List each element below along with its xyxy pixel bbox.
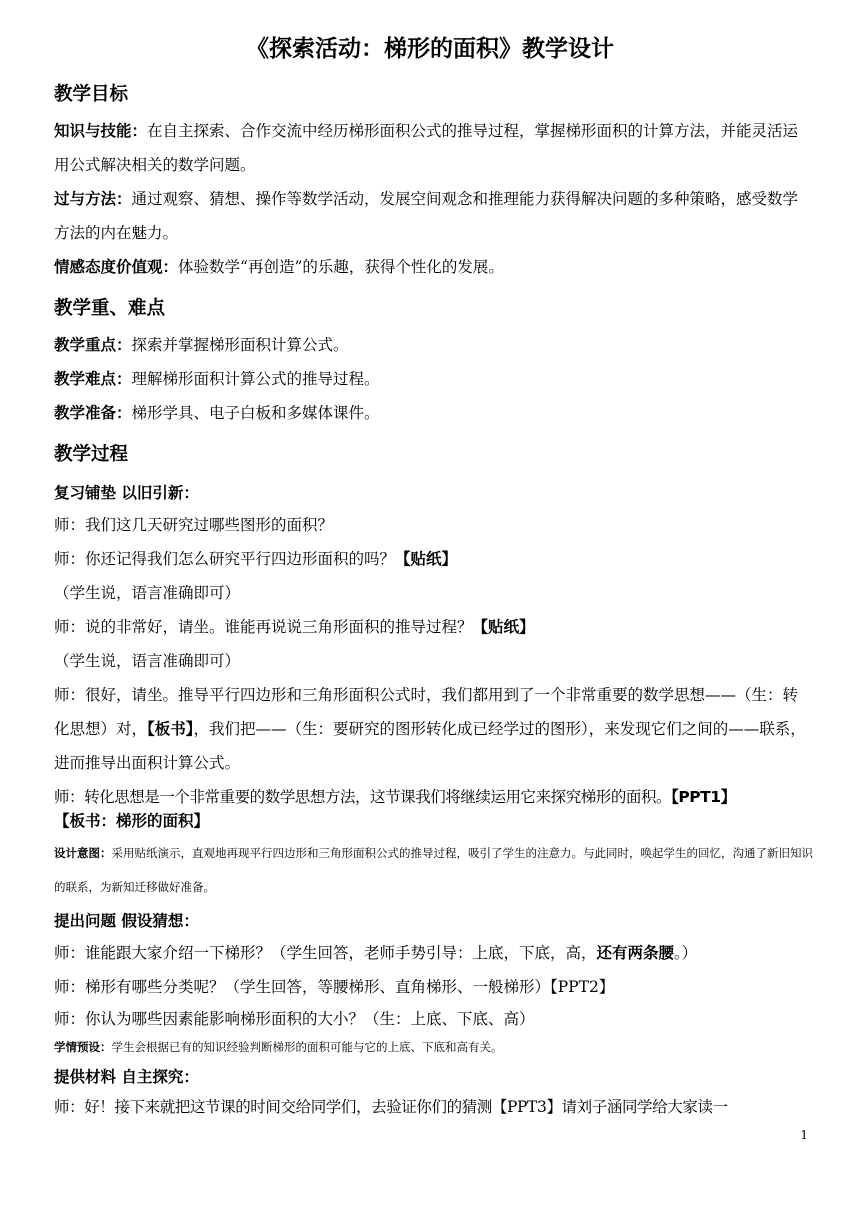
label-difficult: 教学难点： xyxy=(54,370,132,388)
paragraph-emotion xyxy=(54,250,808,284)
question-line-3: 师：你认为哪些因素能影响梯形面积的大小？（生：上底、下底、高） xyxy=(54,1010,535,1028)
text-design-intent: 采用贴纸演示，直观地再现平行四边形和三角形面积公式的推导过程，吸引了学生的注意力。与此同时，唤起学生的回忆，沟通了新旧知识的联系，为新知迁移做好准备。 xyxy=(54,846,813,894)
text-student-preset: 学生会根据已有的知识经验判断梯形的面积可能与它的上底、下底和高有关。 xyxy=(111,1040,503,1054)
subheading-review: 复习铺垫 以旧引新： xyxy=(54,484,199,502)
dialog-line-4-tag: 【贴纸】 xyxy=(472,618,535,636)
question-line-1-text: 师：谁能跟大家介绍一下梯形？（学生回答，老师手势引导：上底，下底，高， xyxy=(54,944,597,962)
dialog-line-6-text-b: ，我们把——（生：要研究的图形转化成已经学过的图形），来发现它们之间的——联系，进而推导出面积计算公式。 xyxy=(54,720,806,772)
dialog-line-6 xyxy=(54,678,808,780)
paragraph-difficult xyxy=(54,362,808,396)
label-key: 教学重点： xyxy=(54,336,132,354)
question-line-1-emph: 还有两条腰 xyxy=(596,944,675,962)
label-process: 过与方法： xyxy=(54,190,132,208)
dialog-line-7-tag: 【PPT1】 xyxy=(671,788,736,806)
final-line: 师：好！接下来就把这节课的时间交给同学们，去验证你们的猜测【PPT3】请刘子涵同学给大家读一 xyxy=(54,1098,728,1116)
paragraph-knowledge xyxy=(54,114,808,182)
dialog-line-2-text: 师：你还记得我们怎么研究平行四边形面积的吗？ xyxy=(54,550,396,568)
heading-objectives: 教学目标 xyxy=(54,84,129,105)
subheading-material: 提供材料 自主探究： xyxy=(54,1068,199,1086)
paragraph-process xyxy=(54,182,808,250)
label-student-preset: 学情预设： xyxy=(54,1040,112,1054)
dialog-line-6-text-a: 师：很好，请坐。推导平行四边形和三角形面积公式时，我们都用到了一个非常重要的数学思想——（生：转化思想）对， xyxy=(54,686,799,738)
dialog-line-1: 师：我们这几天研究过哪些图形的面积？ xyxy=(54,516,334,534)
text-key: 探索并掌握梯形面积计算公式。 xyxy=(131,336,349,354)
dialog-line-2 xyxy=(54,542,808,576)
dialog-line-7-text: 师：转化思想是一个非常重要的数学思想方法，这节课我们将继续运用它来探究梯形的面积。 xyxy=(54,788,672,806)
label-emotion: 情感态度价值观： xyxy=(54,258,179,276)
text-difficult: 理解梯形面积计算公式的推导过程。 xyxy=(131,370,380,388)
question-line-1 xyxy=(54,936,808,970)
question-line-1-end: 。） xyxy=(674,944,698,962)
dialog-line-6-tag: 【板书】 xyxy=(147,720,194,738)
board-note: 【板书：梯形的面积】 xyxy=(54,812,210,830)
text-knowledge: 在自主探索、合作交流中经历梯形面积公式的推导过程，掌握梯形面积的计算方法，并能灵活运用公式解决相关的数学问题。 xyxy=(54,122,799,174)
dialog-line-2-tag: 【贴纸】 xyxy=(395,550,458,568)
subheading-ask: 提出问题 假设猜想： xyxy=(54,912,199,930)
label-knowledge: 知识与技能： xyxy=(54,122,148,140)
text-process: 通过观察、猜想、操作等数学活动，发展空间观念和推理能力获得解决问题的多种策略，感受数学方法的内在魅力。 xyxy=(54,190,799,242)
text-emotion: 体验数学“再创造”的乐趣，获得个性化的发展。 xyxy=(178,258,504,276)
dialog-line-4-text: 师：说的非常好，请坐。谁能再说说三角形面积的推导过程？ xyxy=(54,618,473,636)
heading-key-points: 教学重、难点 xyxy=(54,298,166,319)
label-prep: 教学准备： xyxy=(54,404,132,422)
heading-teaching-process: 教学过程 xyxy=(54,444,129,465)
student-preset xyxy=(54,1030,814,1064)
question-line-2: 师：梯形有哪些分类呢？（学生回答，等腰梯形、直角梯形、一般梯形）【PPT2】 xyxy=(54,978,615,996)
dialog-line-4 xyxy=(54,610,808,644)
page-number: 1 xyxy=(800,1128,808,1142)
paragraph-prep xyxy=(54,396,808,430)
dialog-line-3: （学生说，语言准确即可） xyxy=(54,584,241,602)
design-intent xyxy=(54,836,814,904)
text-prep: 梯形学具、电子白板和多媒体课件。 xyxy=(131,404,380,422)
document-title: 《探索活动：梯形的面积》教学设计 xyxy=(246,36,614,62)
dialog-line-5: （学生说，语言准确即可） xyxy=(54,652,241,670)
label-design-intent: 设计意图： xyxy=(54,846,112,860)
paragraph-key xyxy=(54,328,808,362)
